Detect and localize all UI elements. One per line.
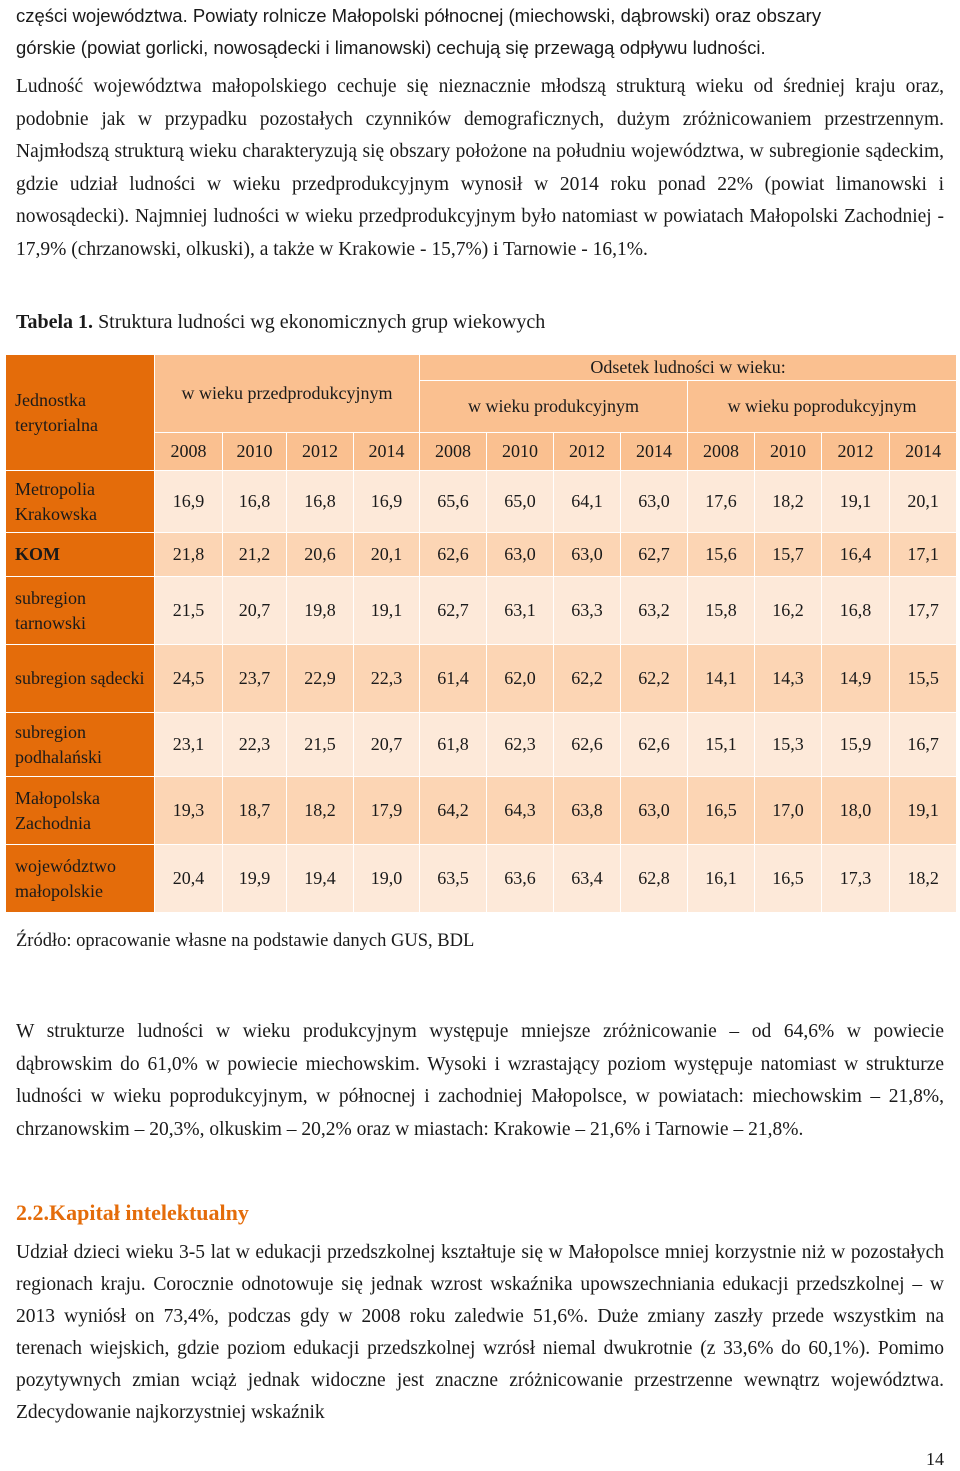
table-cell: 20,6 <box>287 533 354 577</box>
table-cell: 62,8 <box>621 845 688 913</box>
table-cell: 65,6 <box>420 471 487 533</box>
table-cell: 62,7 <box>420 577 487 645</box>
table-cell: 16,8 <box>822 577 890 645</box>
table-row <box>6 777 957 845</box>
table-cell: 19,4 <box>287 845 354 913</box>
table-cell: 62,2 <box>554 645 621 713</box>
table-cell: 20,7 <box>223 577 287 645</box>
table-cell: 16,8 <box>287 471 354 533</box>
table-cell: 63,0 <box>621 777 688 845</box>
table-cell: 19,1 <box>822 471 890 533</box>
table-cell: 18,2 <box>890 845 957 913</box>
year-header: 2012 <box>554 433 621 471</box>
table-caption-label: Tabela 1. <box>16 311 94 333</box>
year-header: 2010 <box>755 433 822 471</box>
table-cell: 63,0 <box>487 533 554 577</box>
table-row <box>6 577 957 645</box>
group-header-working: w wieku produkcyjnym <box>420 381 688 433</box>
year-header: 2014 <box>890 433 957 471</box>
paragraph-intellectual-capital: Udział dzieci wieku 3-5 lat w edukacji przedszkolnej kształtuje się w Małopolsce mniej korzystnie niż w pozostałych regionach kraju. Corocznie odnotowuje się jednak wzrost wskaźnika upowszechniania edukacji przedszkolnej – w 2013 wyniósł on 73,4%, podczas gdy w 2008 roku zaledwie 51,6%. Duże zmiany zaszły przede wszystkim na terenach wiejskich, gdzie poziom edukacji przedszkolnej wzrósł niemal dwukrotnie (z 33,6% do 60,1%). Pomimo pozytywnych zmian wciąż jednak widoczne jest znaczne zróżnicowanie przestrzenne wewnątrz województwa. Zdecydowanie najkorzystniej wskaźnik <box>16 1242 944 1423</box>
table-cell: 15,7 <box>755 533 822 577</box>
population-structure-table <box>5 354 957 913</box>
table-cell: 16,1 <box>688 845 755 913</box>
table-row <box>6 471 957 533</box>
year-header: 2012 <box>822 433 890 471</box>
table-cell: 16,2 <box>755 577 822 645</box>
row-label: Metropolia Krakowska <box>6 471 155 533</box>
table-cell: 14,1 <box>688 645 755 713</box>
table-cell: 21,8 <box>155 533 223 577</box>
table-cell: 16,8 <box>223 471 287 533</box>
table-cell: 65,0 <box>487 471 554 533</box>
row-label: subregion sądecki <box>6 645 155 713</box>
table-cell: 23,7 <box>223 645 287 713</box>
row-label: subregion tarnowski <box>6 577 155 645</box>
table-cell: 17,7 <box>890 577 957 645</box>
table-cell: 22,3 <box>223 713 287 777</box>
year-header: 2014 <box>354 433 420 471</box>
table-row <box>6 845 957 913</box>
table-cell: 63,5 <box>420 845 487 913</box>
table-cell: 63,3 <box>554 577 621 645</box>
table-cell: 63,2 <box>621 577 688 645</box>
super-header: Odsetek ludności w wieku: <box>420 355 957 381</box>
table-cell: 62,2 <box>621 645 688 713</box>
table-row <box>6 645 957 713</box>
table-cell: 63,0 <box>621 471 688 533</box>
table-cell: 63,0 <box>554 533 621 577</box>
table-cell: 16,7 <box>890 713 957 777</box>
table-cell: 62,3 <box>487 713 554 777</box>
table-cell: 20,4 <box>155 845 223 913</box>
table-cell: 17,1 <box>890 533 957 577</box>
table-cell: 62,6 <box>420 533 487 577</box>
year-header: 2008 <box>688 433 755 471</box>
year-header: 2010 <box>487 433 554 471</box>
table-cell: 63,4 <box>554 845 621 913</box>
table-cell: 18,2 <box>287 777 354 845</box>
table-source: Źródło: opracowanie własne na podstawie danych GUS, BDL <box>16 931 475 951</box>
table-cell: 61,4 <box>420 645 487 713</box>
table-caption-text: Struktura ludności wg ekonomicznych grup wiekowych <box>93 311 546 333</box>
table-caption <box>16 308 545 336</box>
table-cell: 62,6 <box>554 713 621 777</box>
year-header: 2008 <box>155 433 223 471</box>
table-cell: 18,2 <box>755 471 822 533</box>
table-cell: 17,6 <box>688 471 755 533</box>
table-cell: 16,5 <box>688 777 755 845</box>
table-cell: 15,8 <box>688 577 755 645</box>
table-cell: 17,9 <box>354 777 420 845</box>
table-cell: 21,5 <box>155 577 223 645</box>
table-cell: 22,9 <box>287 645 354 713</box>
table-cell: 62,0 <box>487 645 554 713</box>
intro-line-1: części województwa. Powiaty rolnicze Małopolski północnej (miechowski, dąbrowski) oraz obszary <box>16 5 822 26</box>
table-cell: 16,9 <box>354 471 420 533</box>
table-cell: 21,2 <box>223 533 287 577</box>
table-cell: 22,3 <box>354 645 420 713</box>
table-cell: 63,8 <box>554 777 621 845</box>
intro-line-2: górskie (powiat gorlicki, nowosądecki i limanowski) cechują się przewagą odpływu ludności. <box>16 37 766 58</box>
row-label: subregion podhalański <box>6 713 155 777</box>
year-header: 2008 <box>420 433 487 471</box>
table-cell: 18,7 <box>223 777 287 845</box>
table-cell: 19,1 <box>354 577 420 645</box>
table-cell: 19,9 <box>223 845 287 913</box>
table-cell: 15,1 <box>688 713 755 777</box>
year-header: 2014 <box>621 433 688 471</box>
table-cell: 61,8 <box>420 713 487 777</box>
row-label: Małopolska Zachodnia <box>6 777 155 845</box>
table-cell: 15,3 <box>755 713 822 777</box>
table-cell: 62,6 <box>621 713 688 777</box>
table-cell: 15,6 <box>688 533 755 577</box>
table-cell: 18,0 <box>822 777 890 845</box>
corner-header: Jednostka terytorialna <box>6 355 155 471</box>
table-cell: 63,1 <box>487 577 554 645</box>
table-cell: 17,3 <box>822 845 890 913</box>
page-number: 14 <box>926 1449 944 1469</box>
table-cell: 20,7 <box>354 713 420 777</box>
row-label: KOM <box>6 533 155 577</box>
table-cell: 19,3 <box>155 777 223 845</box>
paragraph-working-age: W strukturze ludności w wieku produkcyjnym występuje mniejsze zróżnicowanie – od 64,6% w powiecie dąbrowskim do 61,0% w powiecie miechowskim. Wysoki i wzrastający poziom występuje natomiast w strukturze ludności w wieku poprodukcyjnym, w północnej i zachodniej Małopolsce, w powiatach: miechowskim – 21,8%, chrzanowskim – 20,3%, olkuskim – 20,2% oraz w miastach: Krakowie – 21,6% i Tarnowie – 21,8%. <box>16 1021 944 1140</box>
row-label: województwo małopolskie <box>6 845 155 913</box>
table-cell: 23,1 <box>155 713 223 777</box>
table-cell: 16,9 <box>155 471 223 533</box>
table-cell: 17,0 <box>755 777 822 845</box>
table-cell: 19,1 <box>890 777 957 845</box>
section-heading: 2.2.Kapitał intelektualny <box>16 1200 249 1225</box>
year-header: 2012 <box>287 433 354 471</box>
table-cell: 21,5 <box>287 713 354 777</box>
table-cell: 15,5 <box>890 645 957 713</box>
table-cell: 14,3 <box>755 645 822 713</box>
group-header-post: w wieku poprodukcyjnym <box>688 381 957 433</box>
table-cell: 24,5 <box>155 645 223 713</box>
table-cell: 19,0 <box>354 845 420 913</box>
intro-paragraph <box>16 0 944 64</box>
table-cell: 15,9 <box>822 713 890 777</box>
table-cell: 19,8 <box>287 577 354 645</box>
table-row <box>6 533 957 577</box>
table-cell: 63,6 <box>487 845 554 913</box>
table-cell: 16,5 <box>755 845 822 913</box>
table-cell: 20,1 <box>354 533 420 577</box>
table-cell: 20,1 <box>890 471 957 533</box>
paragraph-age-structure: Ludność województwa małopolskiego cechuje się nieznacznie młodszą strukturą wieku od średniej kraju oraz, podobnie jak w przypadku pozostałych czynników demograficznych, dużym zróżnicowaniem przestrzennym. Najmłodszą strukturą wieku charakteryzują się obszary położone na południu województwa, w subregionie sądeckim, gdzie udział ludności w wieku przedprodukcyjnym wynosił w 2014 roku ponad 22% (powiat limanowski i nowosądecki). Najmniej ludności w wieku przedprodukcyjnym było natomiast w powiatach Małopolski Zachodniej - 17,9% (chrzanowski, olkuski), a także w Krakowie - 15,7%) i Tarnowie - 16,1%. <box>16 76 944 260</box>
table-cell: 62,7 <box>621 533 688 577</box>
group-header-pre: w wieku przedprodukcyjnym <box>155 355 420 433</box>
table-cell: 64,3 <box>487 777 554 845</box>
year-header: 2010 <box>223 433 287 471</box>
table-cell: 64,2 <box>420 777 487 845</box>
table-row <box>6 713 957 777</box>
table-cell: 64,1 <box>554 471 621 533</box>
table-cell: 16,4 <box>822 533 890 577</box>
table-cell: 14,9 <box>822 645 890 713</box>
